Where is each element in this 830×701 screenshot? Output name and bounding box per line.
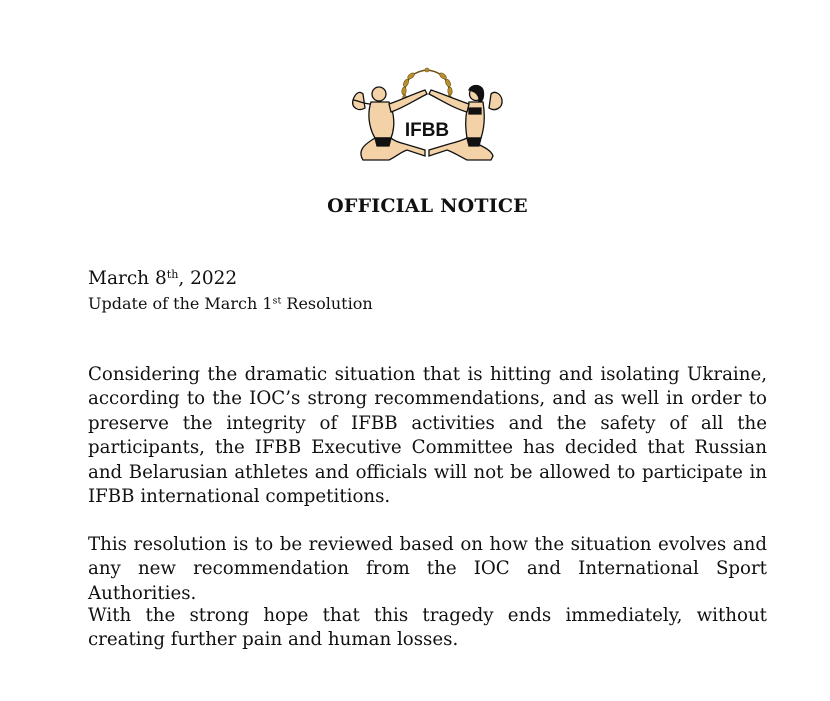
date-day: March 8: [88, 268, 167, 289]
notice-subtitle: [88, 294, 373, 313]
page-title: OFFICIAL NOTICE: [327, 195, 528, 217]
body-paragraph-3: With the strong hope that this tragedy ends immediately, without creating further pain and human losses.: [88, 605, 767, 651]
date-year: , 2022: [178, 268, 238, 289]
logo-wordmark: IFBB: [404, 120, 450, 141]
subtitle-rest: Resolution: [281, 294, 373, 313]
subtitle-lead: Update of the March 1: [88, 294, 273, 313]
body-paragraph-2: This resolution is to be reviewed based on how the situation evolves and any new recommendation from the IOC and International Sport Authorities.: [88, 534, 767, 604]
ifbb-logo: [345, 64, 510, 172]
date-ordinal: th: [166, 267, 179, 281]
ifbb-emblem-icon: [345, 64, 510, 172]
subtitle-ordinal: st: [272, 295, 282, 307]
notice-date: [88, 268, 237, 289]
body-paragraph-1: Considering the dramatic situation that is hitting and isolating Ukraine, according to the IOC’s strong recommendations, and as well in order to preserve the integrity of IFBB activities and the safety of all the participants, the IFBB Executive Committee has decided that Russian and Belarusian athletes and officials will not be allowed to participate in IFBB international competitions.: [88, 364, 767, 508]
